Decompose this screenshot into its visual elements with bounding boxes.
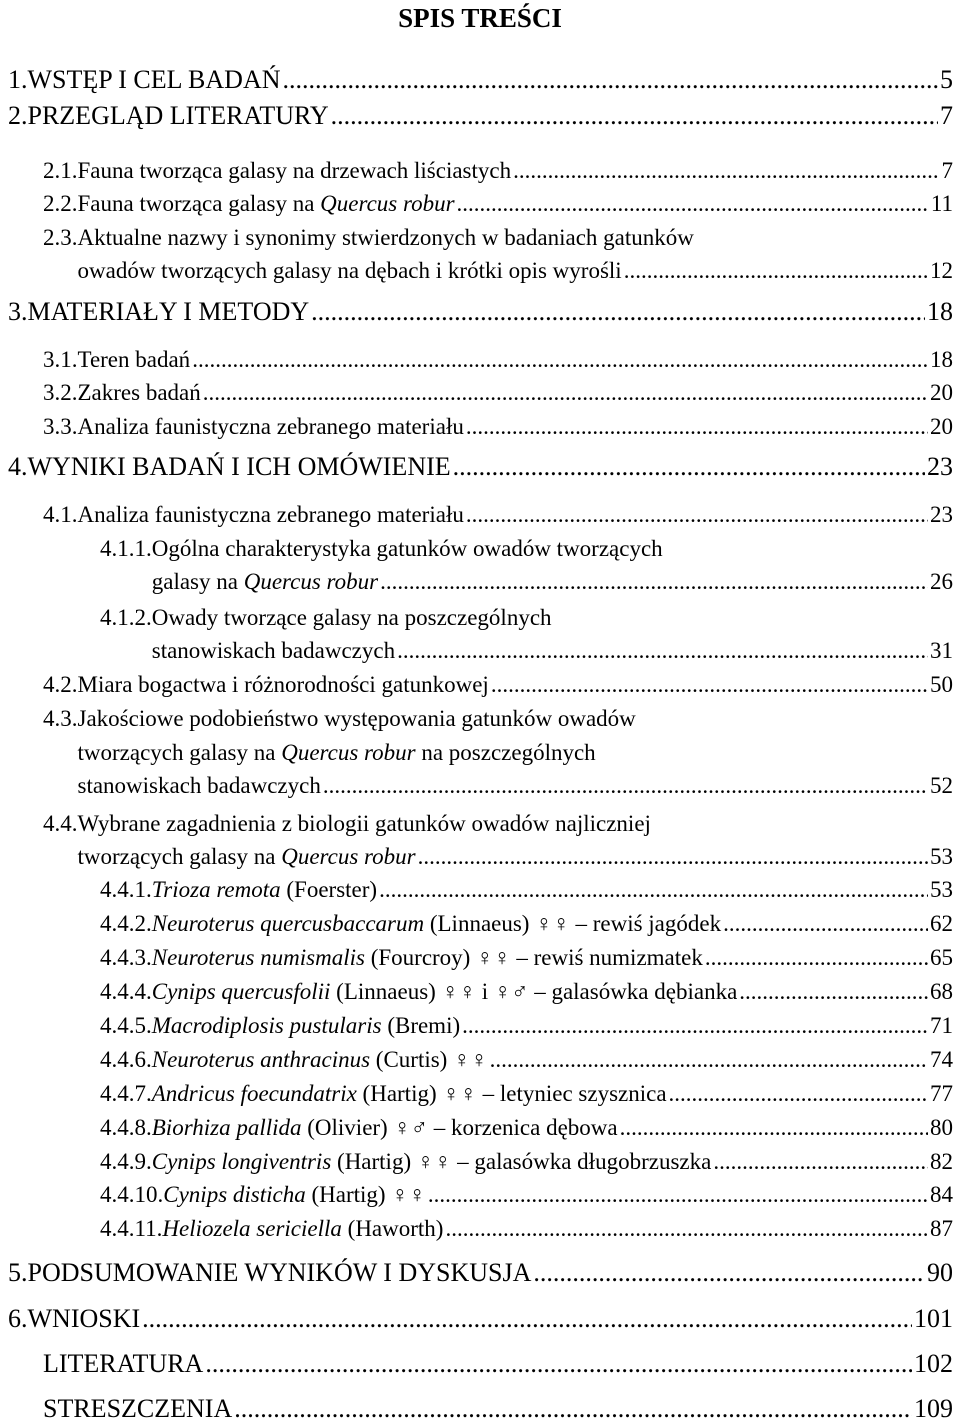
toc-entry-title: Aktualne nazwy i synonimy stwierdzonych w badaniach gatunków: [77, 225, 694, 250]
toc-entry[interactable]: [43, 809, 651, 839]
toc-entry-title: Cynips longiventris (Hartig) ♀♀ – galasówka długobrzuszka: [151, 1149, 712, 1174]
toc-entry-number: 4.4.2.: [100, 911, 152, 936]
toc-entry[interactable]: [100, 1180, 953, 1210]
toc-entry-number: 4.4.1.: [100, 877, 152, 902]
toc-entry-number: 3.: [8, 297, 28, 326]
toc-entry-title: Heliozela sericiella (Haworth): [162, 1216, 444, 1241]
toc-page-number: 18: [930, 347, 953, 372]
dot-leader: [739, 977, 928, 1007]
toc-entry-number: 4.4.5.: [100, 1013, 152, 1038]
toc-page-number: 20: [930, 380, 953, 405]
dot-leader: [192, 345, 928, 375]
dot-leader: [205, 1348, 912, 1380]
dot-leader: [513, 156, 939, 186]
toc-entry[interactable]: [100, 1147, 953, 1177]
toc-entry-title: galasy na Quercus robur: [151, 569, 379, 594]
toc-page-number: 71: [930, 1013, 953, 1038]
dot-leader: [311, 296, 925, 328]
toc-page-number: 53: [930, 877, 953, 902]
toc-entry[interactable]: [100, 909, 953, 939]
toc-entry[interactable]: [43, 378, 953, 408]
toc-entry[interactable]: [8, 64, 953, 96]
dot-leader: [533, 1257, 925, 1289]
toc-page-number: 52: [930, 773, 953, 798]
toc-entry[interactable]: [8, 451, 953, 483]
toc-entry-title: Analiza faunistyczna zebranego materiału: [77, 414, 464, 439]
toc-entry[interactable]: [100, 1079, 953, 1109]
toc-entry[interactable]: [8, 296, 953, 328]
toc-entry-continuation[interactable]: [78, 256, 954, 286]
toc-entry[interactable]: [43, 223, 694, 253]
toc-page-number: 87: [930, 1216, 953, 1241]
toc-entry-title: PODSUMOWANIE WYNIKÓW I DYSKUSJA: [27, 1258, 532, 1287]
toc-entry-number: 4.4.7.: [100, 1081, 152, 1106]
dot-leader: [713, 1147, 928, 1177]
toc-entry[interactable]: [100, 1113, 953, 1143]
toc-entry[interactable]: [100, 977, 953, 1007]
toc-entry-number: 2.1.: [43, 158, 78, 183]
toc-entry-title: Cynips disticha (Hartig) ♀♀: [163, 1182, 426, 1207]
toc-entry-number: 4.4.6.: [100, 1047, 152, 1072]
toc-entry-title: tworzących galasy na Quercus robur na poszczególnych: [77, 740, 596, 765]
toc-entry-number: 4.4.: [43, 811, 78, 836]
toc-entry-number: 2.2.: [43, 191, 78, 216]
dot-leader: [457, 189, 929, 219]
toc-entry-title: PRZEGLĄD LITERATURY: [27, 101, 329, 130]
toc-entry[interactable]: [100, 943, 953, 973]
toc-entry[interactable]: [43, 156, 953, 186]
toc-page-number: 5: [940, 65, 953, 94]
toc-entry[interactable]: [100, 1214, 953, 1244]
toc-entry-number: 3.2.: [43, 380, 78, 405]
toc-entry-title: WSTĘP I CEL BADAŃ: [27, 65, 281, 94]
dot-leader: [283, 64, 938, 96]
toc-entry-continuation[interactable]: [152, 636, 953, 666]
toc-page-number: 23: [927, 452, 953, 481]
toc-entry-title: tworzących galasy na Quercus robur: [77, 844, 416, 869]
toc-entry-title: Fauna tworząca galasy na drzewach liściastych: [77, 158, 512, 183]
toc-entry-number: 4.3.: [43, 706, 78, 731]
toc-page-number: 101: [914, 1304, 953, 1333]
toc-entry-number: 4.4.3.: [100, 945, 152, 970]
dot-leader: [723, 909, 928, 939]
dot-leader: [620, 1113, 928, 1143]
dot-leader: [331, 100, 938, 132]
toc-entry[interactable]: [100, 603, 552, 633]
toc-entry-title: Ogólna charakterystyka gatunków owadów tworzących: [151, 536, 663, 561]
dot-leader: [380, 567, 928, 597]
toc-entry-title: Miara bogactwa i różnorodności gatunkowej: [77, 672, 489, 697]
toc-entry-title: WNIOSKI: [27, 1304, 141, 1333]
toc-entry-title: Teren badań: [77, 347, 191, 372]
toc-page-number: 7: [941, 158, 953, 183]
toc-entry-title: Analiza faunistyczna zebranego materiału: [77, 502, 464, 527]
toc-page-number: 90: [927, 1258, 953, 1287]
dot-leader: [705, 943, 928, 973]
toc-entry-continuation[interactable]: [152, 567, 953, 597]
toc-entry-number: 4.4.8.: [100, 1115, 152, 1140]
toc-page-number: 77: [930, 1081, 953, 1106]
toc-entry[interactable]: [100, 534, 663, 564]
toc-entry-continuation[interactable]: [78, 771, 954, 801]
toc-entry-number: 4.: [8, 452, 28, 481]
toc-page-number: 50: [930, 672, 953, 697]
dot-leader: [428, 1180, 928, 1210]
toc-page-number: 12: [930, 258, 953, 283]
toc-entry-continuation[interactable]: [78, 842, 954, 872]
toc-page-number: 20: [930, 414, 953, 439]
toc-entry-number: 4.1.1.: [100, 536, 152, 561]
dot-leader: [669, 1079, 928, 1109]
toc-entry-number: 4.1.: [43, 502, 78, 527]
toc-entry-number: 3.3.: [43, 414, 78, 439]
dot-leader: [323, 771, 928, 801]
dot-leader: [397, 636, 928, 666]
dot-leader: [453, 451, 925, 483]
toc-entry-title: Macrodiplosis pustularis (Bremi): [151, 1013, 461, 1038]
toc-entry-title: stanowiskach badawczych: [151, 638, 396, 663]
dot-leader: [462, 1011, 928, 1041]
toc-entry[interactable]: [43, 412, 953, 442]
toc-entry-title: Neuroterus anthracinus (Curtis) ♀♀: [151, 1047, 488, 1072]
toc-entry-number: 4.4.4.: [100, 979, 152, 1004]
toc-page-number: 53: [930, 844, 953, 869]
toc-page-number: 62: [930, 911, 953, 936]
toc-page-number: 26: [930, 569, 953, 594]
toc-page-number: 68: [930, 979, 953, 1004]
dot-leader: [466, 500, 928, 530]
toc-entry[interactable]: [8, 1303, 953, 1335]
toc-page-number: 31: [930, 638, 953, 663]
toc-entry-title: Neuroterus quercusbaccarum (Linnaeus) ♀♀ – rewiś jagódek: [151, 911, 722, 936]
toc-entry-title: Owady tworzące galasy na poszczególnych: [151, 605, 552, 630]
toc-entry[interactable]: [43, 1348, 953, 1380]
toc-entry[interactable]: [43, 189, 953, 219]
toc-entry-title: Zakres badań: [77, 380, 201, 405]
toc-entry[interactable]: [8, 1257, 953, 1289]
toc-entry-title: Fauna tworząca galasy na Quercus robur: [77, 191, 455, 216]
toc-entry-title: Trioza remota (Foerster): [151, 877, 378, 902]
toc-page-number: 84: [930, 1182, 953, 1207]
toc-page-number: 23: [930, 502, 953, 527]
toc-entry-number: 2.3.: [43, 225, 78, 250]
dot-leader: [491, 670, 928, 700]
toc-entry-continuation[interactable]: [78, 738, 596, 768]
toc-page-number: 65: [930, 945, 953, 970]
toc-entry-number: 5.: [8, 1258, 28, 1287]
toc-entry-title: stanowiskach badawczych: [77, 773, 321, 798]
dot-leader: [466, 412, 928, 442]
toc-entry-title: STRESZCZENIA: [43, 1394, 233, 1423]
toc-entry-number: 4.4.10.: [100, 1182, 164, 1207]
toc-entry-title: WYNIKI BADAŃ I ICH OMÓWIENIE: [27, 452, 451, 481]
toc-entry-title: Neuroterus numismalis (Fourcroy) ♀♀ – rewiś numizmatek: [151, 945, 703, 970]
dot-leader: [490, 1045, 928, 1075]
toc-entry[interactable]: [8, 100, 953, 132]
toc-page-number: 109: [914, 1394, 953, 1423]
page-title: SPIS TREŚCI: [398, 3, 562, 33]
toc-entry-number: 3.1.: [43, 347, 78, 372]
toc-entry-number: 1.: [8, 65, 28, 94]
dot-leader: [203, 378, 928, 408]
dot-leader: [142, 1303, 912, 1335]
toc-entry-number: 2.: [8, 101, 28, 130]
toc-entry[interactable]: [43, 1393, 953, 1425]
dot-leader: [624, 256, 928, 286]
dot-leader: [445, 1214, 928, 1244]
toc-entry-title: Andricus foecundatrix (Hartig) ♀♀ – letyniec szysznica: [151, 1081, 667, 1106]
toc-entry-title: Cynips quercusfolii (Linnaeus) ♀♀ i ♀♂ – galasówka dębianka: [151, 979, 738, 1004]
toc-entry-title: MATERIAŁY I METODY: [27, 297, 310, 326]
toc-entry-title: LITERATURA: [43, 1349, 204, 1378]
toc-page-number: 80: [930, 1115, 953, 1140]
dot-leader: [379, 875, 928, 905]
toc-entry-number: 4.4.9.: [100, 1149, 152, 1174]
dot-leader: [234, 1393, 912, 1425]
toc-page-number: 74: [930, 1047, 953, 1072]
toc-page-number: 102: [914, 1349, 953, 1378]
toc-entry[interactable]: [43, 704, 636, 734]
toc-page-number: 7: [940, 101, 953, 130]
toc-page-number: 82: [930, 1149, 953, 1174]
toc-entry-number: 4.4.11.: [100, 1216, 163, 1241]
toc-entry-title: Jakościowe podobieństwo występowania gatunków owadów: [77, 706, 636, 731]
toc-entry[interactable]: [100, 1011, 953, 1041]
toc-entry-title: Wybrane zagadnienia z biologii gatunków owadów najliczniej: [77, 811, 651, 836]
dot-leader: [418, 842, 928, 872]
toc-entry[interactable]: [100, 875, 953, 905]
toc-entry[interactable]: [43, 345, 953, 375]
toc-page-number: 18: [927, 297, 953, 326]
toc-page-number: 11: [930, 191, 953, 216]
toc-entry-title: owadów tworzących galasy na dębach i krótki opis wyrośli: [77, 258, 622, 283]
toc-entry-number: 4.2.: [43, 672, 78, 697]
toc-entry-number: 4.1.2.: [100, 605, 152, 630]
toc-entry-number: 6.: [8, 1304, 28, 1333]
toc-entry-title: Biorhiza pallida (Olivier) ♀♂ – korzenica dębowa: [151, 1115, 618, 1140]
toc-entry[interactable]: [100, 1045, 953, 1075]
toc-entry[interactable]: [43, 670, 953, 700]
toc-entry[interactable]: [43, 500, 953, 530]
